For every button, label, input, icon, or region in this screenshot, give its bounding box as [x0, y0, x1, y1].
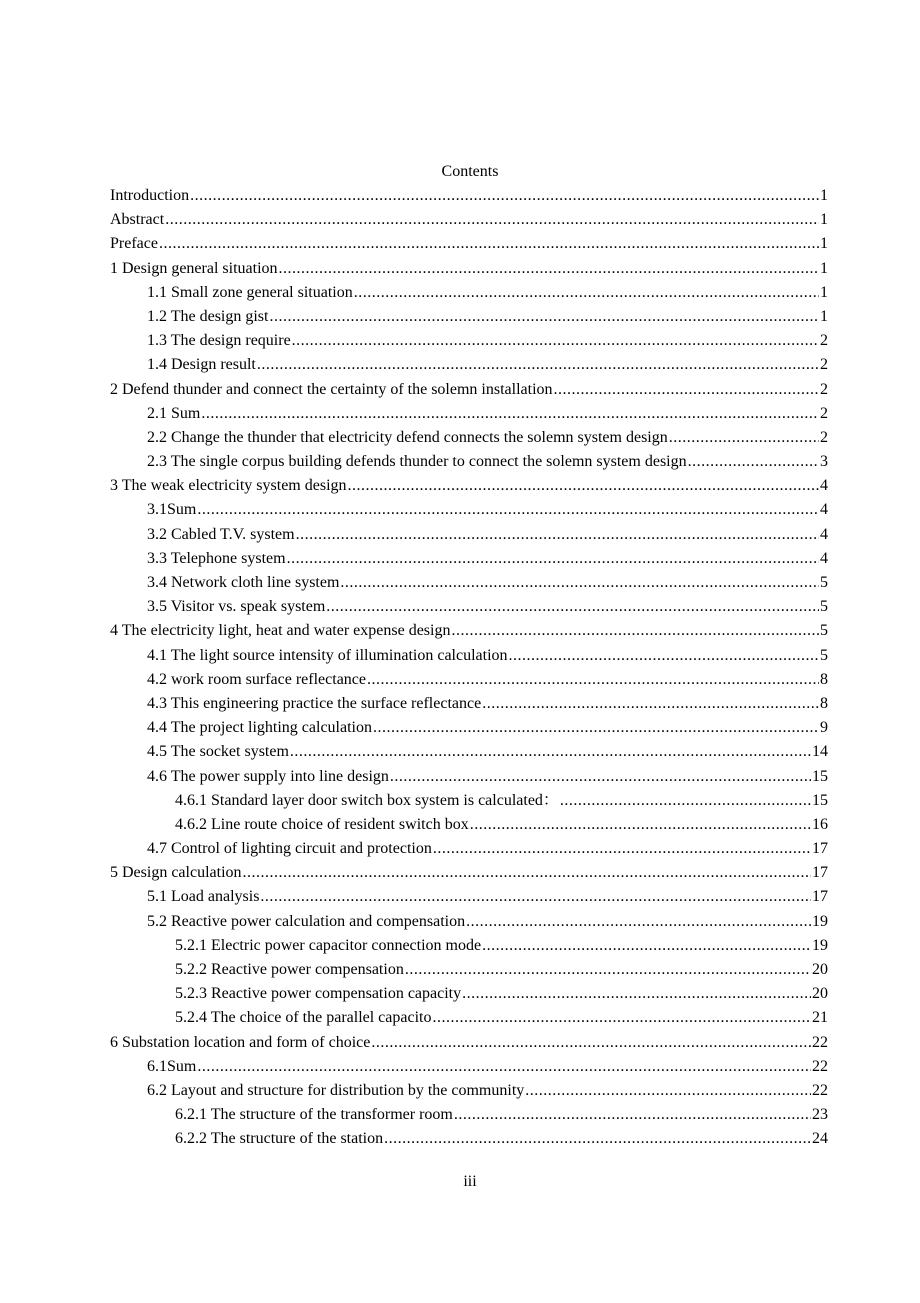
page-title: Contents: [441, 163, 499, 180]
toc-entry[interactable]: [110, 1006, 828, 1030]
toc-entry-label: 6 Substation location and form of choice: [110, 1033, 371, 1051]
toc-entry-label: 1.3 The design require: [147, 332, 291, 350]
toc-entry-page: 5: [820, 622, 828, 640]
toc-leader-dots: [279, 257, 819, 281]
toc-entry-label: 1.4 Design result: [147, 356, 256, 374]
toc-entry-page: 4: [820, 525, 828, 543]
toc-entry-page: 24: [812, 1130, 828, 1148]
toc-leader-dots: [257, 353, 819, 377]
toc-entry-page: 2: [820, 428, 828, 446]
table-of-contents: [110, 184, 828, 1152]
toc-entry-label: 4.4 The project lighting calculation: [147, 719, 372, 737]
toc-entry[interactable]: [110, 595, 828, 619]
toc-leader-dots: [371, 1031, 811, 1055]
toc-entry[interactable]: [110, 861, 828, 885]
toc-entry-label: 3.3 Telephone system: [147, 549, 286, 567]
toc-leader-dots: [290, 740, 811, 764]
toc-entry-page: 2: [820, 356, 828, 374]
toc-entry[interactable]: [110, 1079, 828, 1103]
toc-entry-page: 21: [812, 1009, 828, 1027]
toc-entry-page: 19: [812, 912, 828, 930]
toc-entry-label: 5.2 Reactive power calculation and compensation: [147, 912, 466, 930]
toc-entry-page: 1: [820, 307, 828, 325]
toc-entry[interactable]: [110, 1127, 828, 1151]
toc-entry-page: 3: [820, 453, 828, 471]
toc-leader-dots: [433, 837, 811, 861]
toc-entry[interactable]: [110, 1055, 828, 1079]
toc-entry[interactable]: [110, 353, 828, 377]
toc-entry[interactable]: [110, 958, 828, 982]
toc-entry-page: 8: [820, 694, 828, 712]
toc-entry-label: 4.7 Control of lighting circuit and protection: [147, 840, 432, 858]
toc-entry-label: 4.6.2 Line route choice of resident switch box: [175, 815, 469, 833]
toc-entry[interactable]: [110, 378, 828, 402]
toc-entry-page: 8: [820, 670, 828, 688]
toc-entry-label: 3.4 Network cloth line system: [147, 574, 340, 591]
toc-entry-label: 5 Design calculation: [110, 864, 242, 882]
toc-leader-dots: [296, 523, 819, 547]
toc-entry-page: 9: [820, 719, 828, 737]
toc-entry-page: 22: [812, 1033, 828, 1051]
toc-entry-page: 17: [812, 864, 828, 882]
toc-entry-page: 1: [820, 211, 828, 229]
toc-entry[interactable]: [110, 910, 828, 934]
toc-entry[interactable]: [110, 885, 828, 909]
toc-leader-dots: [260, 885, 811, 909]
toc-entry-page: 1: [820, 283, 828, 301]
toc-entry-label: 2.3 The single corpus building defends thunder to connect the solemn system design: [147, 453, 687, 471]
toc-leader-dots: [201, 402, 819, 426]
toc-entry-label: 6.2 Layout and structure for distribution by the community: [147, 1081, 525, 1099]
toc-entry-label: 1 Design general situation: [110, 259, 278, 277]
toc-leader-dots: [554, 378, 819, 402]
toc-entry-label: 4.6.1 Standard layer door switch box system is calculated：: [175, 791, 559, 809]
toc-entry-page: 5: [820, 574, 828, 591]
toc-entry[interactable]: [110, 547, 828, 571]
toc-entry[interactable]: [110, 668, 828, 692]
toc-entry-label: 4.6 The power supply into line design: [147, 767, 389, 785]
toc-leader-dots: [354, 281, 819, 305]
toc-leader-dots: [432, 1006, 811, 1030]
toc-entry-page: 2: [820, 404, 828, 422]
toc-entry-page: 22: [812, 1081, 828, 1099]
toc-entry-page: 19: [812, 936, 828, 954]
toc-entry-label: 4 The electricity light, heat and water expense design: [110, 622, 451, 640]
toc-entry-label: 5.2.1 Electric power capacitor connection mode: [175, 936, 482, 954]
toc-leader-dots: [373, 716, 819, 740]
toc-entry-page: 17: [812, 888, 828, 906]
toc-leader-dots: [269, 305, 819, 329]
toc-leader-dots: [390, 765, 811, 789]
toc-entry-label: 1.1 Small zone general situation: [147, 283, 353, 301]
toc-entry-label: 2.2 Change the thunder that electricity defend connects the solemn system design: [147, 428, 668, 446]
toc-leader-dots: [482, 692, 819, 716]
toc-leader-dots: [159, 232, 819, 256]
toc-leader-dots: [525, 1079, 811, 1103]
toc-entry-page: 14: [812, 743, 828, 761]
toc-entry[interactable]: [110, 232, 828, 256]
toc-entry[interactable]: [110, 789, 828, 813]
toc-entry[interactable]: [110, 305, 828, 329]
toc-leader-dots: [454, 1103, 811, 1127]
toc-entry-page: 1: [820, 187, 828, 204]
toc-entry[interactable]: [110, 498, 828, 522]
toc-entry-page: 2: [820, 380, 828, 398]
toc-entry-label: 4.5 The socket system: [147, 743, 289, 761]
toc-leader-dots: [165, 208, 819, 232]
toc-leader-dots: [190, 184, 819, 208]
toc-leader-dots: [384, 1127, 811, 1151]
toc-leader-dots: [405, 958, 811, 982]
toc-entry-page: 4: [820, 549, 828, 567]
toc-entry[interactable]: [110, 1103, 828, 1127]
toc-entry-page: 15: [812, 767, 828, 785]
toc-entry[interactable]: [110, 1031, 828, 1055]
toc-entry-page: 22: [812, 1057, 828, 1075]
toc-leader-dots: [340, 571, 819, 595]
toc-entry-label: 2 Defend thunder and connect the certainty of the solemn installation: [110, 380, 553, 398]
toc-leader-dots: [326, 595, 819, 619]
toc-entry-label: 4.1 The light source intensity of illumination calculation: [147, 646, 508, 664]
toc-entry-page: 15: [812, 791, 828, 809]
toc-entry[interactable]: [110, 571, 828, 595]
toc-entry[interactable]: [110, 329, 828, 353]
toc-entry[interactable]: [110, 982, 828, 1006]
toc-leader-dots: [669, 426, 819, 450]
toc-entry[interactable]: [110, 257, 828, 281]
toc-entry-label: 5.2.4 The choice of the parallel capacito: [175, 1009, 432, 1027]
toc-entry[interactable]: [110, 281, 828, 305]
toc-entry-label: Preface: [110, 235, 158, 253]
toc-entry-page: 4: [820, 501, 828, 519]
toc-entry-label: 4.3 This engineering practice the surface reflectance: [147, 694, 482, 712]
toc-entry[interactable]: [110, 813, 828, 837]
toc-entry-label: 6.1Sum: [147, 1057, 197, 1075]
toc-entry[interactable]: [110, 426, 828, 450]
toc-entry-page: 5: [820, 598, 828, 616]
toc-entry[interactable]: [110, 765, 828, 789]
toc-leader-dots: [197, 1055, 811, 1079]
toc-entry[interactable]: [110, 402, 828, 426]
toc-entry-label: 6.2.1 The structure of the transformer room: [175, 1106, 453, 1124]
toc-entry[interactable]: [110, 523, 828, 547]
toc-entry[interactable]: [110, 716, 828, 740]
toc-leader-dots: [482, 934, 811, 958]
toc-leader-dots: [509, 644, 819, 668]
toc-entry-label: Abstract: [110, 211, 165, 229]
toc-leader-dots: [197, 498, 819, 522]
toc-entry[interactable]: [110, 837, 828, 861]
toc-entry-label: 5.1 Load analysis: [147, 888, 260, 906]
toc-entry-label: 1.2 The design gist: [147, 307, 269, 325]
toc-leader-dots: [466, 910, 811, 934]
toc-entry-label: 3.2 Cabled T.V. system: [147, 525, 295, 543]
toc-entry[interactable]: [110, 692, 828, 716]
toc-leader-dots: [287, 547, 819, 571]
toc-entry-label: 4.2 work room surface reflectance: [147, 670, 366, 688]
toc-entry[interactable]: [110, 184, 828, 208]
toc-leader-dots: [451, 619, 819, 643]
toc-entry-label: 5.2.2 Reactive power compensation: [175, 961, 404, 978]
toc-leader-dots: [292, 329, 819, 353]
toc-entry[interactable]: [110, 208, 828, 232]
toc-entry-label: 5.2.3 Reactive power compensation capacity: [175, 985, 462, 1003]
toc-entry[interactable]: [110, 934, 828, 958]
toc-leader-dots: [560, 789, 811, 813]
toc-entry-page: 17: [812, 840, 828, 858]
toc-entry-page: 16: [812, 815, 828, 833]
toc-entry-page: 1: [820, 259, 828, 277]
toc-leader-dots: [348, 474, 819, 498]
toc-entry-page: 20: [812, 961, 828, 978]
toc-entry[interactable]: [110, 644, 828, 668]
toc-entry-page: 4: [820, 477, 828, 495]
toc-entry-label: Introduction: [110, 187, 190, 204]
toc-entry[interactable]: [110, 740, 828, 764]
toc-entry[interactable]: [110, 450, 828, 474]
toc-leader-dots: [688, 450, 819, 474]
toc-entry-page: 23: [812, 1106, 828, 1124]
toc-leader-dots: [470, 813, 811, 837]
toc-entry-page: 20: [812, 985, 828, 1003]
page-number: iii: [463, 1173, 477, 1190]
toc-entry-label: 2.1 Sum: [147, 404, 201, 422]
toc-leader-dots: [367, 668, 819, 692]
toc-leader-dots: [243, 861, 811, 885]
toc-leader-dots: [462, 982, 811, 1006]
toc-entry-page: 1: [820, 235, 828, 253]
toc-entry-label: 3 The weak electricity system design: [110, 477, 347, 495]
toc-entry-page: 2: [820, 332, 828, 350]
toc-entry-label: 3.1Sum: [147, 501, 197, 519]
toc-entry[interactable]: [110, 619, 828, 643]
toc-entry-page: 5: [820, 646, 828, 664]
toc-entry[interactable]: [110, 474, 828, 498]
toc-entry-label: 6.2.2 The structure of the station: [175, 1130, 384, 1148]
toc-entry-label: 3.5 Visitor vs. speak system: [147, 598, 326, 616]
